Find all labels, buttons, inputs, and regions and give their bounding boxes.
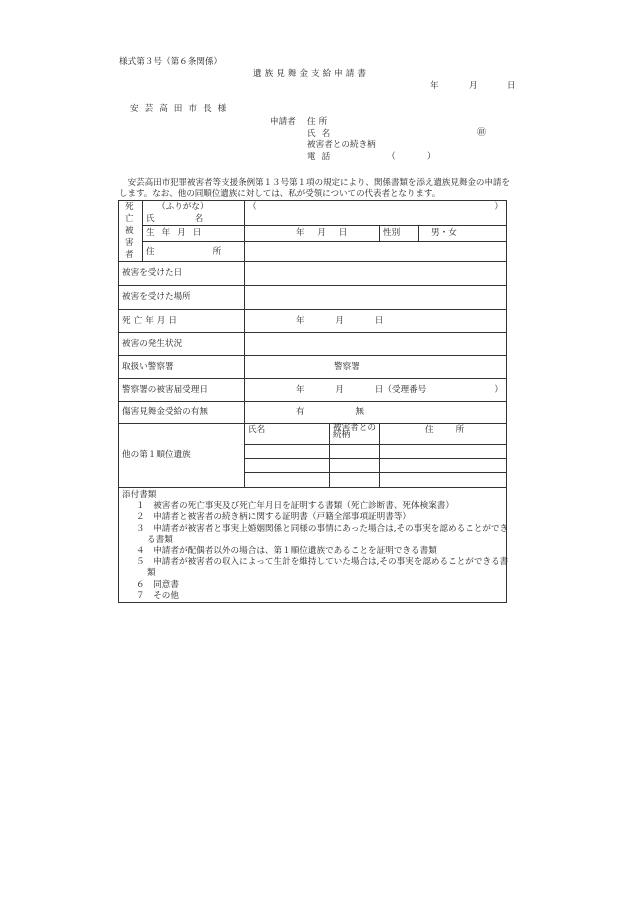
birth-month: 月: [317, 228, 326, 239]
gender-label: 性別: [380, 225, 419, 242]
injury-yes[interactable]: 有: [296, 407, 305, 418]
furigana-paren-open: （: [248, 202, 257, 213]
survivor-3-relation[interactable]: [330, 473, 380, 488]
phone-paren-close: ）: [427, 152, 436, 162]
report-date-label: 警察署の被害届受理日: [119, 379, 245, 402]
applicant-label: 申請者: [270, 117, 296, 127]
attachments-section: [119, 488, 507, 603]
document-title: 遺族見舞金支給申請書: [253, 69, 369, 79]
application-form-table: [118, 200, 507, 603]
death-month: 月: [335, 315, 344, 326]
injury-benefit-label: 傷害見舞金受給の有無: [119, 402, 245, 424]
col-address-header: 住所: [380, 424, 507, 445]
furigana-paren-close: ）: [494, 202, 503, 213]
survivor-2-name[interactable]: [245, 459, 330, 473]
applicant-address-label: 住所: [307, 117, 331, 127]
deceased-name-label: 氏名: [143, 214, 245, 225]
deceased-victim-label: 死亡被害者: [119, 201, 143, 262]
attachment-item: ５ 申請者が被害者の収入によって生計を維持していた場合は,その事実を認めることができる書: [136, 557, 509, 568]
survivor-2-address[interactable]: [380, 459, 507, 473]
attachment-item: ３ 申請者が被害者と事実上婚姻関係と同様の事情にあった場合は,その事実を認めることができ: [136, 523, 509, 534]
survivor-3-address[interactable]: [380, 473, 507, 488]
deceased-address-label: 住所: [143, 242, 245, 262]
death-date-label: 死亡年月日: [119, 310, 245, 333]
attachment-item: ６ 同意書: [136, 579, 179, 590]
applicant-relation-label: 被害者との続き柄: [307, 140, 376, 150]
death-year: 年: [296, 315, 305, 326]
furigana-field[interactable]: [245, 201, 507, 214]
form-number: 様式第３号（第６条関係）: [119, 57, 223, 67]
other-survivors-label: 他の第１順位遺族: [119, 424, 245, 488]
phone-paren-open: （: [387, 152, 396, 162]
col-name-header: 氏名: [245, 424, 330, 445]
furigana-label: （ふりがな）: [143, 201, 245, 214]
date-month-label: 月: [469, 81, 478, 91]
attachment-item-continued: る書類: [147, 534, 173, 545]
survivor-3-name[interactable]: [245, 473, 330, 488]
attachments-title: 添付書類: [122, 490, 157, 500]
date-day-label: 日: [507, 81, 516, 91]
death-date-field[interactable]: [245, 310, 507, 333]
addressee: 安芸高田市長様: [130, 104, 233, 114]
date-of-damage-label: 被害を受けた日: [119, 262, 245, 286]
circumstances-label: 被害の発生状況: [119, 333, 245, 356]
attachment-item: ４ 申請者が配偶者以外の場合は、第１順位遺族であることを証明できる書類: [136, 546, 437, 557]
attachment-item: ７ その他: [136, 590, 179, 601]
deceased-address-field[interactable]: [245, 242, 507, 262]
col-relation-header: 被害者との続柄: [330, 424, 380, 445]
injury-benefit-field[interactable]: [245, 402, 507, 424]
attachment-item-continued: 類: [147, 568, 156, 579]
survivor-1-relation[interactable]: [330, 445, 380, 459]
survivor-1-address[interactable]: [380, 445, 507, 459]
receipt-number-label: （受理番号: [383, 384, 427, 395]
attachment-item: １ 被害者の死亡事実及び死亡年月日を証明する書類（死亡診断書、死体検案書）: [136, 501, 454, 512]
death-day: 日: [374, 315, 384, 326]
applicant-name-label: 氏名: [307, 129, 337, 139]
date-year-label: 年: [430, 81, 439, 91]
place-of-damage-label: 被害を受けた場所: [119, 286, 245, 310]
birth-date-label: 生年月日: [143, 225, 245, 242]
birth-date-field[interactable]: [245, 225, 380, 242]
circumstances-field[interactable]: [245, 333, 507, 356]
report-year: 年: [296, 384, 305, 395]
report-day: 日: [374, 384, 384, 395]
injury-no[interactable]: 無: [355, 407, 364, 418]
birth-year: 年: [296, 228, 305, 239]
place-of-damage-field[interactable]: [245, 286, 507, 310]
deceased-name-field[interactable]: [245, 214, 507, 225]
receipt-paren-close: ）: [494, 384, 503, 395]
gender-field[interactable]: 男・女: [419, 225, 507, 242]
report-month: 月: [335, 384, 344, 395]
police-station-suffix: 警察署: [334, 361, 360, 372]
report-date-field[interactable]: [245, 379, 507, 402]
date-of-damage-field[interactable]: [245, 262, 507, 286]
seal-mark: ㊞: [477, 128, 487, 138]
police-station-field[interactable]: [245, 356, 507, 379]
survivor-1-name[interactable]: [245, 445, 330, 459]
survivor-2-relation[interactable]: [330, 459, 380, 473]
applicant-phone-label: 電話: [307, 152, 337, 162]
intro-paragraph: 安芸高田市犯罪被害者等支援条例第１３号第１項の規定により、関係書類を添え遺族見舞金の申請をします。なお、他の同順位遺族に対しては、私が受領についての代表者となります。: [119, 178, 510, 199]
police-station-label: 取扱い警察署: [119, 356, 245, 379]
attachment-item: ２ 申請者と被害者の続き柄に関する証明書（戸籍全部事項証明書等）: [136, 512, 412, 523]
birth-day: 日: [338, 228, 348, 239]
